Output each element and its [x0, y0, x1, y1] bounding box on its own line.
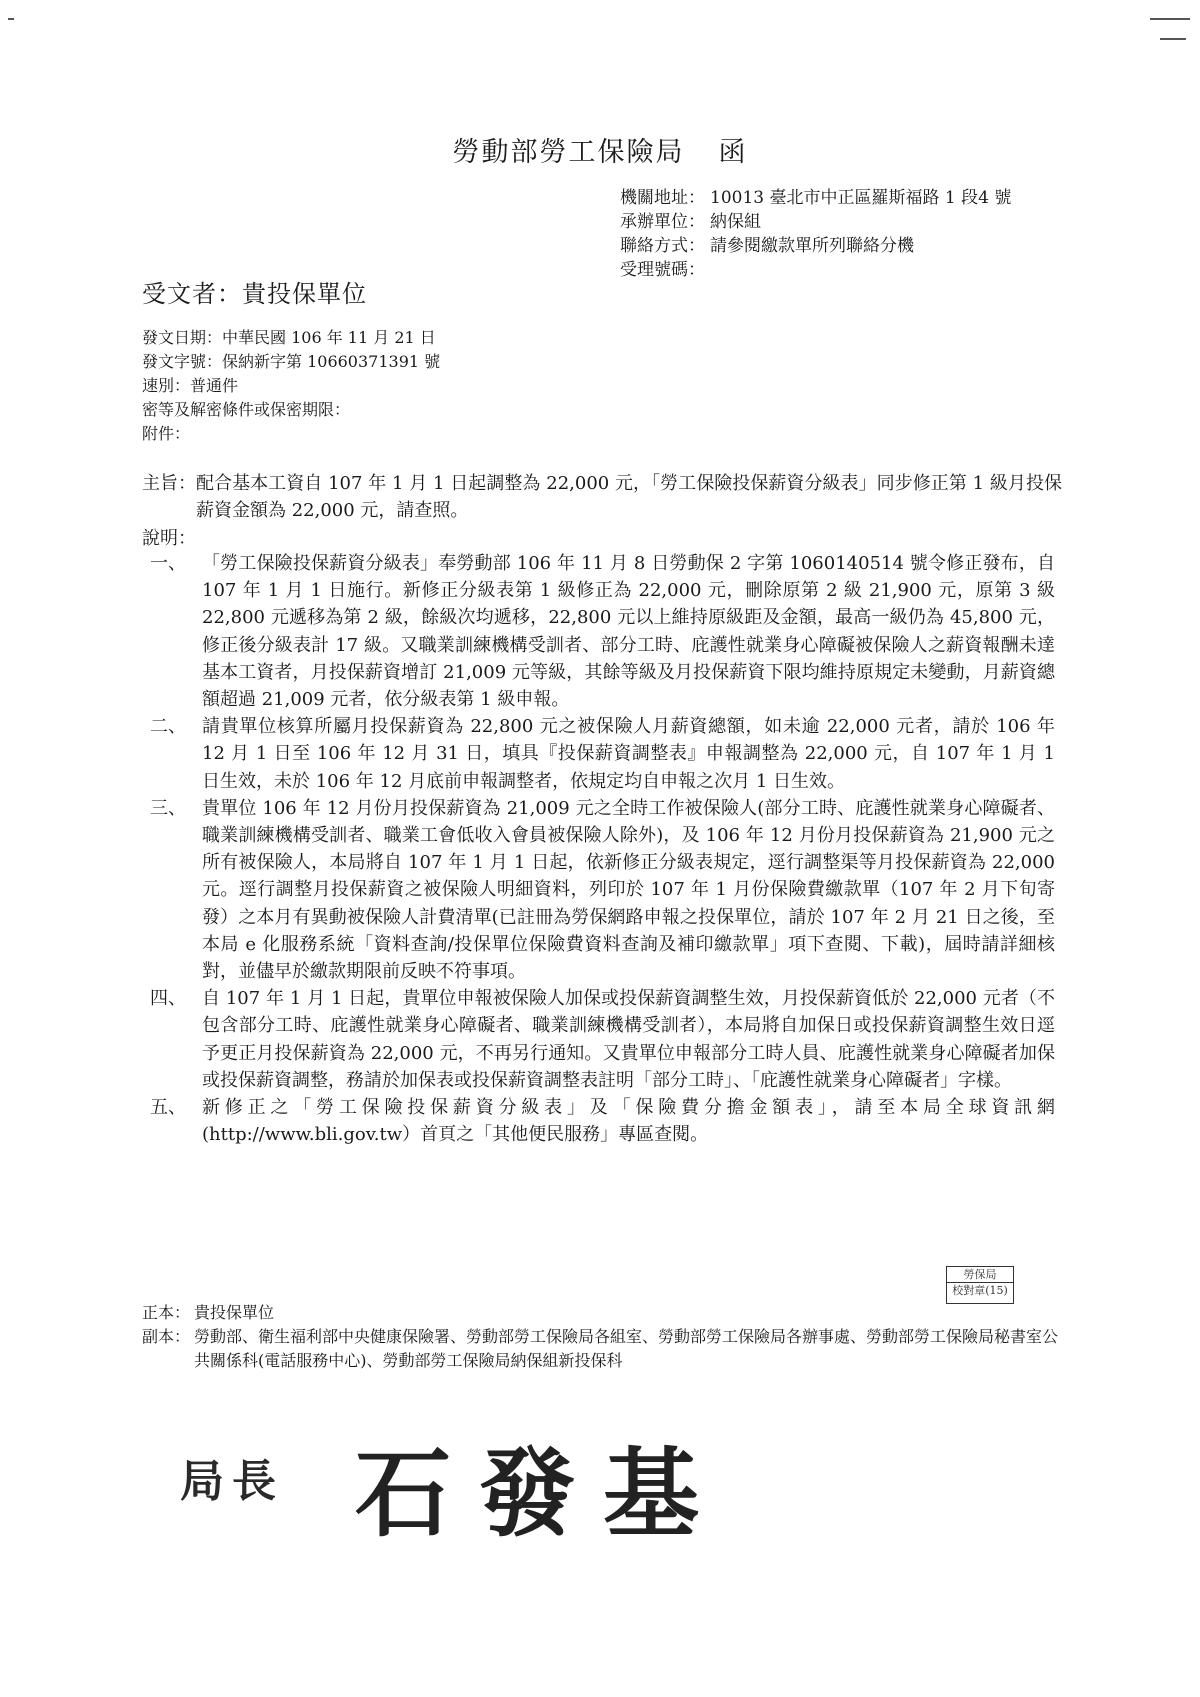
scan-mark — [8, 18, 14, 20]
document-title — [0, 130, 1200, 169]
agency-name: 勞動部勞工保險局 — [452, 137, 685, 168]
subject-label: 主旨： — [142, 473, 196, 494]
urgency: 速別：普通件 — [142, 376, 239, 395]
document-type: 函 — [718, 137, 748, 168]
description-items — [150, 550, 1055, 1148]
list-item: 二、 請貴單位核算所屬月投保薪資為 22,800 元之被保險人月薪資總額，如未逾 22,000 元者，請於 106 年 12 月 1 日至 106 年 12 月 31 日，填具『投保薪資調整表』申報調整為 22,000 元，自 107 年 1 月 1 日生效，未於 106 年 12 月底前申報調整者，依規定均自申報之次月 1 日生效。 — [150, 716, 1055, 792]
document-number: 發文字號：保納新字第 10660371391 號 — [142, 352, 441, 371]
scan-mark — [1150, 18, 1190, 20]
signatory-title: 局長 — [180, 1456, 284, 1507]
agency-info — [620, 186, 1011, 282]
attachments: 附件： — [142, 424, 191, 443]
agency-info-row: 受理號碼： — [620, 260, 705, 280]
copies — [142, 1301, 1062, 1373]
list-item: 四、 自 107 年 1 月 1 日起，貴單位申報被保險人加保或投保薪資調整生效，月投保薪資低於 22,000 元者（不包含部分工時、庇護性就業身心障礙者、職業訓練機構受訓者），本局將自加保日或投保薪資調整生效日逕予更正月投保薪資為 22,000 元，不再另行通知。又貴單位申報部分工時人員、庇護性就業身心障礙者加保或投保薪資調整，務請於加保表或投保薪資調整表註明「部分工時」、「庇護性就業身心障礙者」字樣。 — [150, 988, 1055, 1091]
signatory-name: 石發基 — [355, 1437, 727, 1550]
recipient: 受文者：貴投保單位 — [142, 280, 367, 308]
list-item: 一、 「勞工保險投保薪資分級表」奉勞動部 106 年 11 月 8 日勞動保 2 字第 1060140514 號令修正發布，自 107 年 1 月 1 日施行。新修正分級表第 1 級修正為 22,000 元，刪除原第 2 級 21,900 元，原第 3 級 22,800 元遞移為第 2 級，餘級次均遞移，22,800 元以上維持原級距及金額，最高一級仍為 45,800 元，修正後分級表計 17 級。又職業訓練機構受訓者、部分工時、庇護性就業身心障礙被保險人之薪資報酬未達基本工資者，月投保薪資增訂 21,009 元等級，其餘等級及月投保薪資下限均維持原規定未變動，月薪資總額超過 21,009 元者，依分級表第 1 級申報。 — [150, 553, 1055, 711]
confidentiality: 密等及解密條件或保密期限： — [142, 400, 351, 419]
issue-date: 發文日期：中華民國 106 年 11 月 21 日 — [142, 328, 436, 347]
list-item: 三、 貴單位 106 年 12 月份月投保薪資為 21,009 元之全時工作被保險人(部分工時、庇護性就業身心障礙者、職業訓練機構受訓者、職業工會低收入會員被保險人除外)，及 106 年 12 月份月投保薪資為 21,900 元之所有被保險人，本局將自 107 年 1 月 1 日起，依新修正分級表規定，逕行調整渠等月投保薪資為 22,000 元。逕行調整月投保薪資之被保險人明細資料，列印於 107 年 1 月份保險費繳款單（107 年 2 月下旬寄發）之本月有異動被保險人計費清單(已註冊為勞保網路申報之投保單位，請於 107 年 2 月 21 日之後，至本局 e 化服務系統「資料查詢/投保單位保險費資料查詢及補印繳款單」項下查閱、下載)，屆時請詳細核對，並儘早於繳款期限前反映不符事項。 — [150, 797, 1055, 983]
scan-mark — [1160, 38, 1186, 40]
agency-info-row: 聯絡方式： 請參閱繳款單所列聯絡分機 — [620, 236, 914, 256]
agency-info-row: 承辦單位： 納保組 — [620, 212, 761, 232]
subject — [142, 470, 1062, 524]
list-item: 五、 新修正之「勞工保險投保薪資分級表」及「保險費分擔金額表」，請至本局全球資訊網(http://www.bli.gov.tw）首頁之「其他便民服務」專區查閱。 — [150, 1097, 1055, 1146]
original-recipient: 正本： 貴投保單位 — [142, 1303, 275, 1322]
proofread-stamp: 勞保局 校對章(15) — [946, 1266, 1014, 1304]
cc-recipients: 副本： 勞動部、衛生福利部中央健康保險署、勞動部勞工保險局各組室、勞動部勞工保險局各辦事處、勞動部勞工保險局秘書室公共關係科(電話服務中心)、勞動部勞工保險局納保組新投保科 — [142, 1327, 1059, 1370]
subject-text: 配合基本工資自 107 年 1 月 1 日起調整為 22,000 元，「勞工保險投保薪資分級表」同步修正第 1 級月投保薪資金額為 22,000 元，請查照。 — [196, 473, 1062, 521]
agency-info-row: 機關地址： 10013 臺北市中正區羅斯福路 1 段4 號 — [620, 188, 1012, 208]
description-label: 說明： — [142, 528, 196, 549]
document-meta — [142, 326, 440, 446]
